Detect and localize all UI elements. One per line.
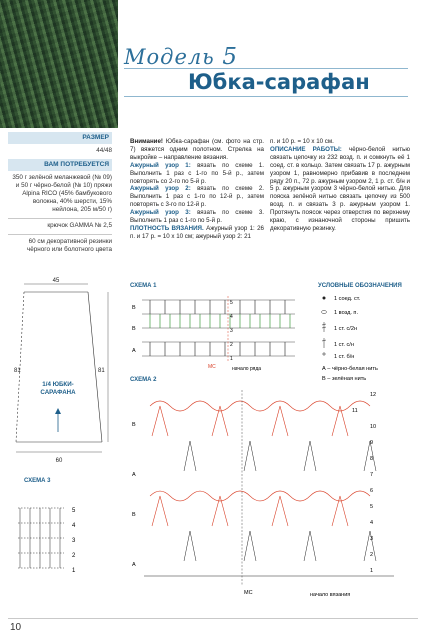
c2-row-10: 10 [370,424,377,430]
divider [124,96,408,97]
intro-text [130,138,264,241]
legend-heading: УСЛОВНЫЕ ОБОЗНАЧЕНИЯ [318,283,402,289]
divider [8,618,418,619]
slip-stitch-icon [323,297,326,300]
garment-photo [0,0,118,128]
c2-row-3: 3 [370,536,374,542]
double-crochet-icon [322,338,326,348]
work-text [270,138,410,233]
c1-side-b1: В [132,305,136,311]
legend-list [318,292,410,392]
schema2-chart [130,386,410,606]
hook-text: крючок GAMMA № 2,5 [47,222,112,229]
chain-icon [322,311,327,314]
c2-row-11: 11 [352,408,358,414]
c2-start-label: начало вязания [310,592,351,598]
c1-row-2: 2 [230,342,233,348]
c1-row-5: 5 [230,300,233,306]
schema2-black-stitches [144,441,394,576]
c1-row-4: 4 [230,314,233,320]
c2-side-b1: В [132,422,136,428]
s3-row-4: 4 [72,523,76,529]
legend-color-b: В – зелёная нить [322,376,367,382]
legend-item-2: 1 возд. п. [334,310,359,316]
materials-heading: ВАМ ПОТРЕБУЕТСЯ [8,159,112,171]
pattern1-label: Ажурный узор 1: [130,161,191,169]
c1-row-3: 3 [230,328,233,334]
c1-side-b2: В [132,326,136,332]
legend-item-4: 1 ст. с/н [334,342,354,348]
attention-text: Юбка-сарафан (см. фото на стр. 7) вяжется одним полотном. Стрелка на выкройке – направление вязания. [130,138,264,161]
attention-label: Внимание! [130,138,163,145]
height-left-label: 81 [14,368,21,374]
pattern3-label: Ажурный узор 3: [130,209,191,217]
divider [8,234,112,235]
c2-row-8: 8 [370,456,374,462]
top-width-label: 45 [52,278,60,284]
c1-row-1: 1 [230,356,233,362]
model-number: 5 [222,44,239,70]
work-description: чёрно-белой нитью связать цепочку из 232 возд. п. и сомкнуть её 1 соед. ст. в кольцо. Затем связать 17 р. ажурным узором 1, равномерно прибавив в последнем ряду 20 п., 72 р. ажурным узором 2, 1 р. ст. б/н и 5 р. ажурным узором 3 чёрно-белой нитью. Для пояска зелёной нитью связать цепочку из 500 возд. п. и связать 3 р. ажурным узором 1. Протянуть поясок через отверстия по верхнему краю, с изнаночной стороны пришить декоративную резинку. [270,145,410,232]
s3-row-2: 2 [72,553,76,559]
chart2-label: СХЕМА 2 [130,377,157,383]
schema2-red-stitches [150,401,370,526]
c2-row-9: 9 [370,440,374,446]
side-seam-left [16,292,24,442]
pattern2-text: вязать по схеме 2. Выполнить 1 раз с 1-го по 12-й р., затем повторять с 3-го по 12-й р. [130,185,264,209]
schema3-label: СХЕМА 3 [24,478,51,484]
model-label [124,44,238,70]
c1-side-a: А [132,348,136,354]
single-crochet-icon [322,352,326,356]
chart1-label: СХЕМА 1 [130,283,157,289]
schema1-chart [130,292,305,372]
c2-row-6: 6 [370,488,374,494]
work-label: ОПИСАНИЕ РАБОТЫ: [270,145,342,153]
arrow-head-icon [55,408,61,414]
c2-row-7: 7 [370,472,374,478]
c2-side-a2: А [132,562,136,568]
c2-row-1: 1 [370,568,374,574]
s3-row-3: 3 [72,538,76,544]
c2-repeat-label: МС [244,590,253,596]
skirt-label-2: САРАФАНА [40,389,76,396]
s3-row-1: 1 [72,568,76,574]
side-seam-right [88,292,102,442]
page-number: 10 [10,622,22,633]
c1-start-label: начало ряда [232,366,262,372]
pattern2-label: Ажурный узор 2: [130,185,191,193]
c2-side-a1: А [132,472,136,478]
c2-side-b2: В [132,512,136,518]
s3-row-5: 5 [72,508,76,514]
legend-color-a: А – чёрно-белая нить [322,366,378,372]
pattern3-text: вязать по схеме 3. Выполнить 1 раз с 1-го по 5-й р. [130,209,264,225]
pattern1-text: вязать по схеме 1. Выполнить 1 раз с 1-го по 5-й р., затем повторять со 2-го по 5-й р. [130,161,264,185]
c1-repeat-label: МС [208,364,216,370]
materials-text: 350 г зелёной меланжевой (№ 09) и 50 г чёрно-белой (№ 10) пряжи Alpina RICO (45% бамбукового волокна, 40% шерсти, 15% нейлона, 205 м/50 г) [12,174,112,213]
double-crochet-2-icon [322,322,326,332]
c2-row-12: 12 [370,392,377,398]
size-heading: РАЗМЕР [8,132,112,144]
height-right-label: 81 [98,368,105,374]
density-label: ПЛОТНОСТЬ ВЯЗАНИЯ. [130,224,204,232]
density-text: Ажурный узор 1: 26 п. и 17 р. = 10 х 10 см; ажурный узор 2: 21 [130,224,264,240]
skirt-label-1: 1/4 ЮБКИ- [42,381,74,388]
skirt-pattern-diagram [10,262,114,472]
legend-item-1: 1 соед. ст. [334,296,361,302]
legend-item-3: 1 ст. с/2н [334,326,358,332]
c2-row-5: 5 [370,504,374,510]
schema1-green-stitches [150,314,290,328]
c2-row-4: 4 [370,520,374,526]
sidebar [8,132,112,258]
page-title: Юбка-сарафан [188,70,370,94]
divider [8,218,112,219]
c2-row-2: 2 [370,552,374,558]
legend-item-5: 1 ст. б/н [334,354,355,360]
model-word: Модель [124,45,215,69]
size-value: 44/48 [96,147,112,154]
schema3-chart [14,488,84,590]
bottom-width-label: 60 [55,458,63,464]
density-cont: п. и 10 р. = 10 х 10 см. [270,138,334,145]
elastic-text: 60 см декоративной резинки чёрного или болотного цвета [27,238,112,253]
